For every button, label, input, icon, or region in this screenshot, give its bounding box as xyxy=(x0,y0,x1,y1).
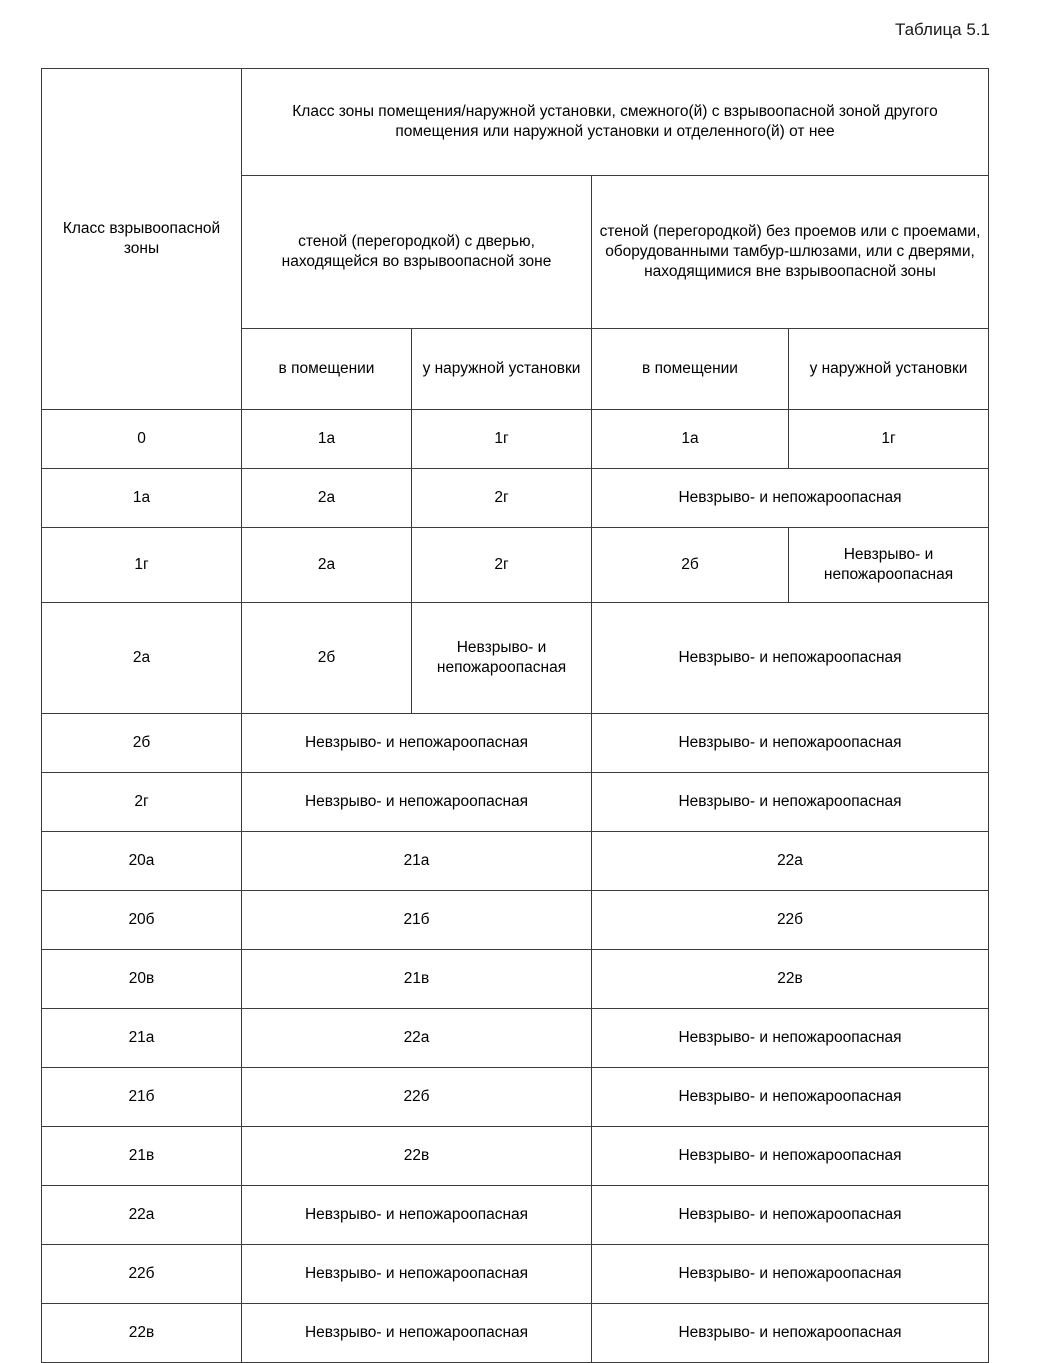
header-group-wall-with-door: стеной (перегородкой) с дверью, находящейся во взрывоопасной зоне xyxy=(242,176,592,329)
table-row xyxy=(42,1304,989,1363)
cell-merged-right: Невзрыво- и непожароопасная xyxy=(592,773,989,832)
table-row xyxy=(42,773,989,832)
table-row xyxy=(42,1068,989,1127)
cell-merged-left: Невзрыво- и непожароопасная xyxy=(242,773,592,832)
cell-merged-right: Невзрыво- и непожароопасная xyxy=(592,1304,989,1363)
cell-merged-right: 22в xyxy=(592,950,989,1009)
table-row xyxy=(42,714,989,773)
table-row xyxy=(42,832,989,891)
cell-merged-left: Невзрыво- и непожароопасная xyxy=(242,714,592,773)
row-zone-class: 22а xyxy=(42,1186,242,1245)
row-zone-class: 21в xyxy=(42,1127,242,1186)
cell-merged-right: Невзрыво- и непожароопасная xyxy=(592,714,989,773)
cell-indoor-left: 2б xyxy=(242,603,412,714)
row-zone-class: 21а xyxy=(42,1009,242,1068)
row-zone-class: 20б xyxy=(42,891,242,950)
table-row xyxy=(42,1245,989,1304)
row-zone-class: 22б xyxy=(42,1245,242,1304)
cell-merged-left: Невзрыво- и непожароопасная xyxy=(242,1245,592,1304)
cell-indoor-right: 2б xyxy=(592,528,789,603)
row-zone-class: 2б xyxy=(42,714,242,773)
cell-merged-left: 22в xyxy=(242,1127,592,1186)
cell-outdoor-right: 1г xyxy=(789,410,989,469)
header-sub-outdoor-right: у наружной установки xyxy=(789,329,989,410)
table-row xyxy=(42,1186,989,1245)
table-caption: Таблица 5.1 xyxy=(894,20,990,39)
header-adjacent-zone-class: Класс зоны помещения/наружной установки, смежного(й) с взрывоопасной зоной другого помещения или наружной установки и отделенного(й) от нее xyxy=(242,69,989,176)
cell-indoor-right: 1а xyxy=(592,410,789,469)
table-row xyxy=(42,528,989,603)
header-sub-indoor-left: в помещении xyxy=(242,329,412,410)
row-zone-class: 1а xyxy=(42,469,242,528)
header-row-1 xyxy=(42,69,989,176)
header-zone-class: Класс взрывоопасной зоны xyxy=(42,69,242,410)
cell-outdoor-left: 2г xyxy=(412,469,592,528)
row-zone-class: 1г xyxy=(42,528,242,603)
table-row xyxy=(42,410,989,469)
cell-outdoor-left: 2г xyxy=(412,528,592,603)
cell-merged-right: Невзрыво- и непожароопасная xyxy=(592,1127,989,1186)
cell-outdoor-left: Невзрыво- и непожароопасная xyxy=(412,603,592,714)
row-zone-class: 22в xyxy=(42,1304,242,1363)
row-zone-class: 2а xyxy=(42,603,242,714)
cell-merged-right: Невзрыво- и непожароопасная xyxy=(592,1009,989,1068)
cell-merged-left: 22б xyxy=(242,1068,592,1127)
cell-merged-left: Невзрыво- и непожароопасная xyxy=(242,1186,592,1245)
header-sub-indoor-right: в помещении xyxy=(592,329,789,410)
table-row xyxy=(42,469,989,528)
header-group-wall-without-openings: стеной (перегородкой) без проемов или с проемами, оборудованными тамбур-шлюзами, или с дверями, находящимися вне взрывоопасной зоны xyxy=(592,176,989,329)
table-row xyxy=(42,950,989,1009)
cell-indoor-left: 2а xyxy=(242,469,412,528)
explosion-zone-class-table xyxy=(41,68,989,1363)
cell-merged-left: Невзрыво- и непожароопасная xyxy=(242,1304,592,1363)
table-body xyxy=(42,69,989,1363)
cell-merged-right: 22а xyxy=(592,832,989,891)
table-container xyxy=(41,68,988,1363)
table-row xyxy=(42,1127,989,1186)
cell-outdoor-left: 1г xyxy=(412,410,592,469)
cell-merged-right: 22б xyxy=(592,891,989,950)
cell-merged-right: Невзрыво- и непожароопасная xyxy=(592,1186,989,1245)
cell-merged-right: Невзрыво- и непожароопасная xyxy=(592,469,989,528)
row-zone-class: 0 xyxy=(42,410,242,469)
table-row xyxy=(42,1009,989,1068)
row-zone-class: 20а xyxy=(42,832,242,891)
cell-merged-left: 21б xyxy=(242,891,592,950)
cell-merged-right: Невзрыво- и непожароопасная xyxy=(592,1245,989,1304)
cell-indoor-left: 1а xyxy=(242,410,412,469)
row-zone-class: 2г xyxy=(42,773,242,832)
cell-outdoor-right: Невзрыво- и непожароопасная xyxy=(789,528,989,603)
cell-merged-left: 22а xyxy=(242,1009,592,1068)
row-zone-class: 20в xyxy=(42,950,242,1009)
cell-merged-left: 21а xyxy=(242,832,592,891)
row-zone-class: 21б xyxy=(42,1068,242,1127)
table-row xyxy=(42,891,989,950)
cell-indoor-left: 2а xyxy=(242,528,412,603)
header-sub-outdoor-left: у наружной установки xyxy=(412,329,592,410)
cell-merged-right: Невзрыво- и непожароопасная xyxy=(592,1068,989,1127)
table-row xyxy=(42,603,989,714)
cell-merged-right: Невзрыво- и непожароопасная xyxy=(592,603,989,714)
cell-merged-left: 21в xyxy=(242,950,592,1009)
